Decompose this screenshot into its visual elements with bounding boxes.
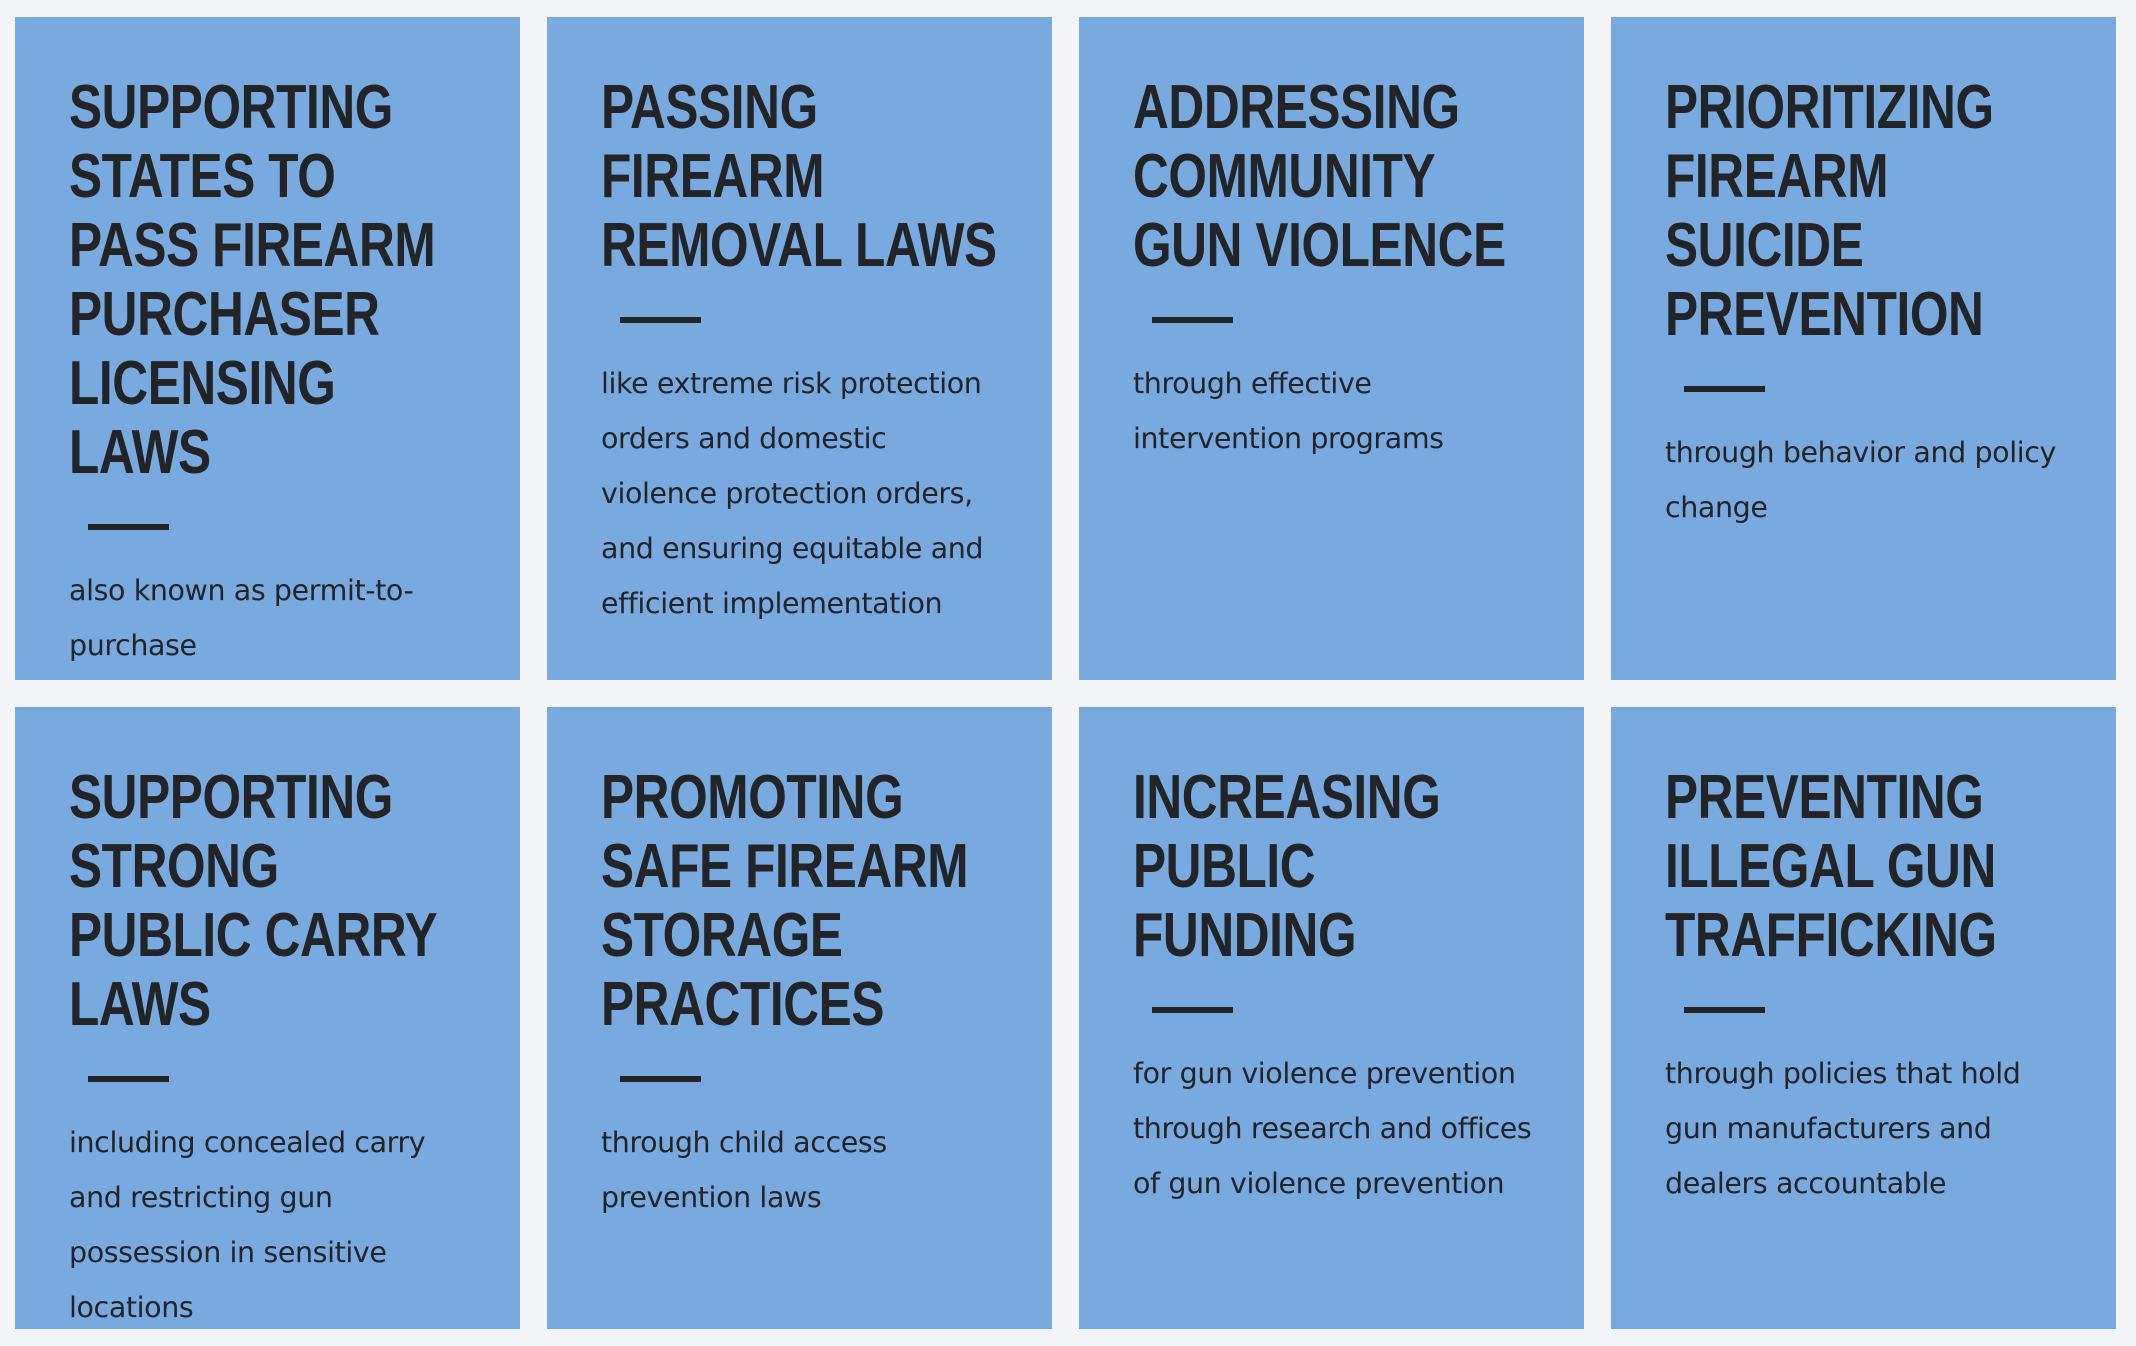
card-description: through child access prevention laws [601, 1126, 887, 1214]
card-description: like extreme risk protection orders and domestic violence protection orders, and ensuring equitable and efficient implementation [601, 367, 984, 620]
policy-card-grid [15, 17, 2121, 1329]
card-description: also known as permit-to-purchase [69, 574, 414, 662]
card-description: for gun violence prevention through research and offices of gun violence prevention [1133, 1057, 1532, 1200]
policy-card-community-violence [1079, 17, 1584, 680]
policy-card-safe-storage [547, 707, 1052, 1329]
card-description: through policies that hold gun manufacturers and dealers accountable [1665, 1057, 2021, 1200]
card-divider [620, 317, 701, 323]
card-divider [1684, 1007, 1765, 1013]
policy-card-public-carry [15, 707, 520, 1329]
card-divider [1684, 386, 1765, 392]
card-title: ADDRESSING COMMUNITY GUN VIOLENCE [1133, 73, 1506, 280]
card-title: SUPPORTING STRONG PUBLIC CARRY LAWS [69, 763, 437, 1039]
card-title: PRIORITIZING FIREARM SUICIDE PREVENTION [1665, 73, 1994, 349]
card-description: through effective intervention programs [1133, 367, 1444, 455]
card-title: PREVENTING ILLEGAL GUN TRAFFICKING [1665, 763, 1997, 970]
card-title: PASSING FIREARM REMOVAL LAWS [601, 73, 997, 280]
card-divider [620, 1076, 701, 1082]
policy-card-purchaser-licensing [15, 17, 520, 680]
policy-card-public-funding [1079, 707, 1584, 1329]
card-description: including concealed carry and restricting gun possession in sensitive locations [69, 1126, 426, 1324]
card-divider [1152, 1007, 1233, 1013]
card-divider [1152, 317, 1233, 323]
policy-card-firearm-removal [547, 17, 1052, 680]
card-title: INCREASING PUBLIC FUNDING [1133, 763, 1441, 970]
card-title: SUPPORTING STATES TO PASS FIREARM PURCHASER LICENSING LAWS [69, 73, 436, 487]
card-divider [88, 524, 169, 530]
policy-card-gun-trafficking [1611, 707, 2116, 1329]
card-title: PROMOTING SAFE FIREARM STORAGE PRACTICES [601, 763, 969, 1039]
policy-card-suicide-prevention [1611, 17, 2116, 680]
card-divider [88, 1076, 169, 1082]
card-description: through behavior and policy change [1665, 436, 2056, 524]
